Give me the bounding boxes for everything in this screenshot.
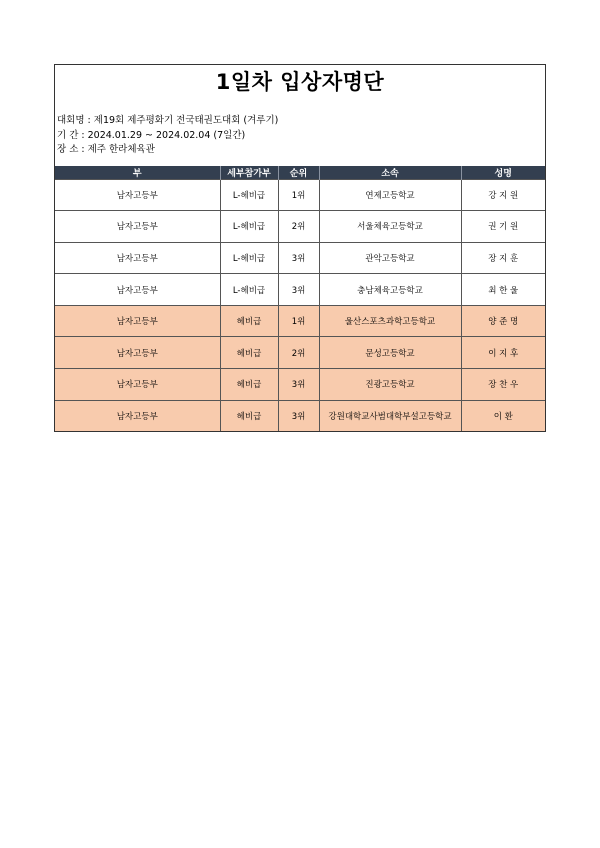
- table-header-row: [55, 166, 545, 180]
- table-row: [55, 211, 545, 243]
- cell-name: 장 찬 우: [461, 369, 545, 401]
- cell-rank: 3위: [278, 242, 319, 274]
- cell-school: 충남체육고등학교: [319, 274, 461, 306]
- cell-category: 헤비급: [220, 369, 278, 401]
- cell-school: 연제고등학교: [319, 179, 461, 211]
- cell-category: 헤비급: [220, 337, 278, 369]
- column-header-school: 소속: [319, 166, 461, 180]
- cell-name: 강 지 원: [461, 179, 545, 211]
- cell-rank: 1위: [278, 179, 319, 211]
- cell-name: 이 지 후: [461, 337, 545, 369]
- cell-name: 양 준 명: [461, 305, 545, 337]
- cell-name: 장 지 훈: [461, 242, 545, 274]
- column-header-division: 부: [55, 166, 220, 180]
- cell-category: 헤비급: [220, 305, 278, 337]
- cell-rank: 1위: [278, 305, 319, 337]
- cell-category: L-헤비급: [220, 274, 278, 306]
- table-row: [55, 274, 545, 306]
- cell-rank: 2위: [278, 211, 319, 243]
- table-row: [55, 305, 545, 337]
- cell-category: L-헤비급: [220, 179, 278, 211]
- column-header-rank: 순위: [278, 166, 319, 180]
- cell-division: 남자고등부: [55, 242, 220, 274]
- cell-division: 남자고등부: [55, 274, 220, 306]
- cell-school: 서울체육고등학교: [319, 211, 461, 243]
- event-venue-row: 장 소 : 제주 한라체육관: [57, 144, 155, 155]
- cell-school: 문성고등학교: [319, 337, 461, 369]
- event-period-row: 기 간 : 2024.01.29 ~ 2024.02.04 (7일간): [57, 129, 246, 141]
- cell-school: 진광고등학교: [319, 369, 461, 401]
- cell-school: 울산스포츠과학고등학교: [319, 305, 461, 337]
- cell-category: L-헤비급: [220, 242, 278, 274]
- cell-school: 관악고등학교: [319, 242, 461, 274]
- event-name-row: 대회명 : 제19회 제주평화기 전국태권도대회 (겨루기): [57, 115, 279, 126]
- cell-rank: 3위: [278, 274, 319, 306]
- cell-category: L-헤비급: [220, 211, 278, 243]
- table-row: [55, 337, 545, 369]
- cell-school: 강원대학교사범대학부설고등학교: [319, 400, 461, 431]
- column-header-category: 세부참가부: [220, 166, 278, 180]
- cell-division: 남자고등부: [55, 400, 220, 431]
- cell-category: 헤비급: [220, 400, 278, 431]
- cell-division: 남자고등부: [55, 179, 220, 211]
- table-row: [55, 369, 545, 401]
- cell-name: 권 기 원: [461, 211, 545, 243]
- column-header-name: 성명: [461, 166, 545, 180]
- cell-division: 남자고등부: [55, 337, 220, 369]
- cell-rank: 2위: [278, 337, 319, 369]
- cell-rank: 3위: [278, 400, 319, 431]
- page-title: 1일차 입상자명단: [215, 70, 385, 94]
- event-info: [55, 100, 545, 166]
- cell-division: 남자고등부: [55, 211, 220, 243]
- table-row: [55, 242, 545, 274]
- cell-name: 최 한 울: [461, 274, 545, 306]
- table-row: [55, 179, 545, 211]
- results-sheet: [54, 64, 546, 432]
- table-row: [55, 400, 545, 431]
- cell-division: 남자고등부: [55, 369, 220, 401]
- results-table: [55, 166, 545, 432]
- cell-division: 남자고등부: [55, 305, 220, 337]
- cell-name: 이 환: [461, 400, 545, 431]
- cell-rank: 3위: [278, 369, 319, 401]
